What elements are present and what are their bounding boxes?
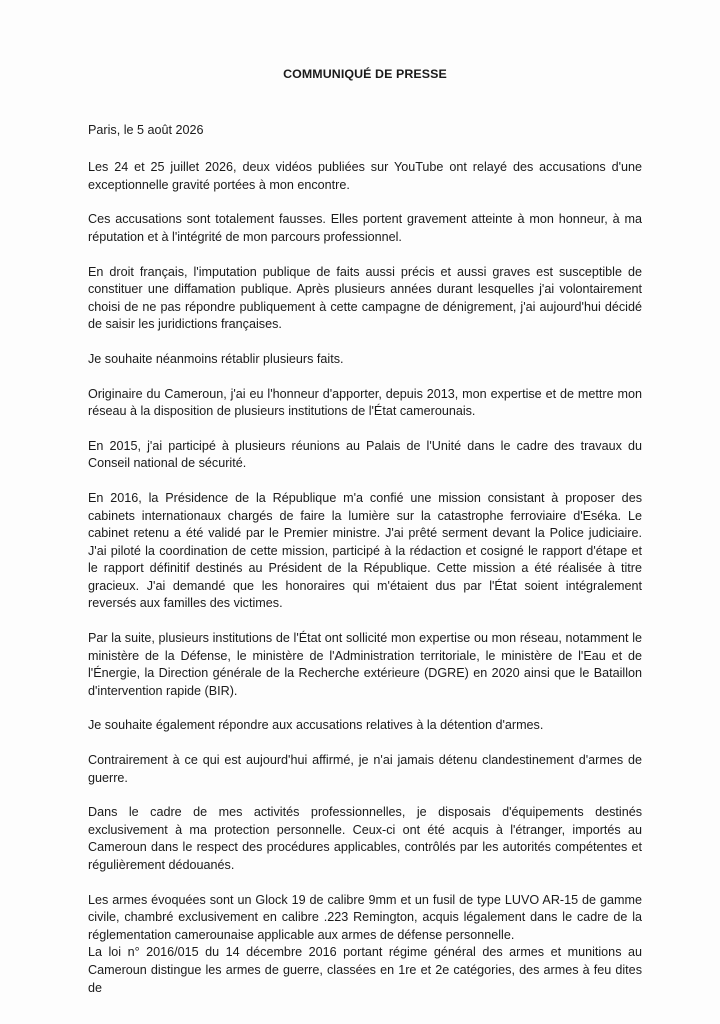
date-line: Paris, le 5 août 2026 [88,122,204,137]
paragraph-2: Ces accusations sont totalement fausses. Elles portent gravement atteinte à mon honneur, à ma réputation et à l'intégrité de mon parcours professionnel. [88,212,642,244]
paragraph-1: Les 24 et 25 juillet 2026, deux vidéos publiées sur YouTube ont relayé des accusations d'une exceptionnelle gravité portées à mon encontre. [88,160,642,192]
paragraph-3: En droit français, l'imputation publique de faits aussi précis et aussi graves est susceptible de constituer une diffamation publique. Après plusieurs années durant lesquelles j'ai volontairement choisi de ne pas répondre publiquement à cette campagne de dénigrement, j'ai aujourd'hui décidé de saisir les juridictions françaises. [88,264,642,332]
paragraph-13: La loi n° 2016/015 du 14 décembre 2016 portant régime général des armes et munitions au Cameroun distingue les armes de guerre, classées en 1re et 2e catégories, des armes à feu dites de [88,945,642,995]
paragraph-5: Originaire du Cameroun, j'ai eu l'honneur d'apporter, depuis 2013, mon expertise et de mettre mon réseau à la disposition de plusieurs institutions de l'État camerounais. [88,386,642,419]
paragraph-12: Les armes évoquées sont un Glock 19 de calibre 9mm et un fusil de type LUVO AR-15 de gamme civile, chambré exclusivement en calibre .223 Remington, acquis légalement dans le cadre de la réglementation camerounaise applicable aux armes de défense personnelle. [88,892,642,942]
paragraph-7: En 2016, la Présidence de la République m'a confié une mission consistant à proposer des cabinets internationaux chargés de faire la lumière sur la catastrophe ferroviaire d'Eséka. Le cabinet retenu a été validé par le Premier ministre. J'ai prêté serment devant la Police judiciaire. J'ai piloté la coordination de cette mission, participé à la rédaction et cosigné le rapport d'étape et le rapport définitif destinés au Président de la République. Cette mission a été réalisée à titre gracieux. J'ai demandé que les honoraires qui m'étaient dus par l'État soient intégralement reversés aux familles des victimes. [88,490,642,611]
paragraph-8: Par la suite, plusieurs institutions de l'État ont sollicité mon expertise ou mon réseau, notamment le ministère de la Défense, le ministère de l'Administration territoriale, le ministère de l'Eau et de l'Énergie, la Direction générale de la Recherche extérieure (DGRE) en 2020 ainsi que le Bataillon d'intervention rapide (BIR). [88,631,642,698]
paragraph-9: Je souhaite également répondre aux accusations relatives à la détention d'armes. [88,718,544,733]
paragraph-11: Dans le cadre de mes activités professionnelles, je disposais d'équipements destinés exclusivement à ma protection personnelle. Ceux-ci ont été acquis à l'étranger, importés au Cameroun dans le respect des procédures applicables, contrôlés par les autorités compétentes et régulièrement dédouanés. [88,805,642,872]
paragraph-4: Je souhaite néanmoins rétablir plusieurs faits. [88,351,344,366]
document-title: COMMUNIQUÉ DE PRESSE [283,67,447,81]
paragraph-6: En 2015, j'ai participé à plusieurs réunions au Palais de l'Unité dans le cadre des travaux du Conseil national de sécurité. [88,438,642,471]
paragraph-10: Contrairement à ce qui est aujourd'hui affirmé, je n'ai jamais détenu clandestinement d'armes de guerre. [88,753,642,785]
